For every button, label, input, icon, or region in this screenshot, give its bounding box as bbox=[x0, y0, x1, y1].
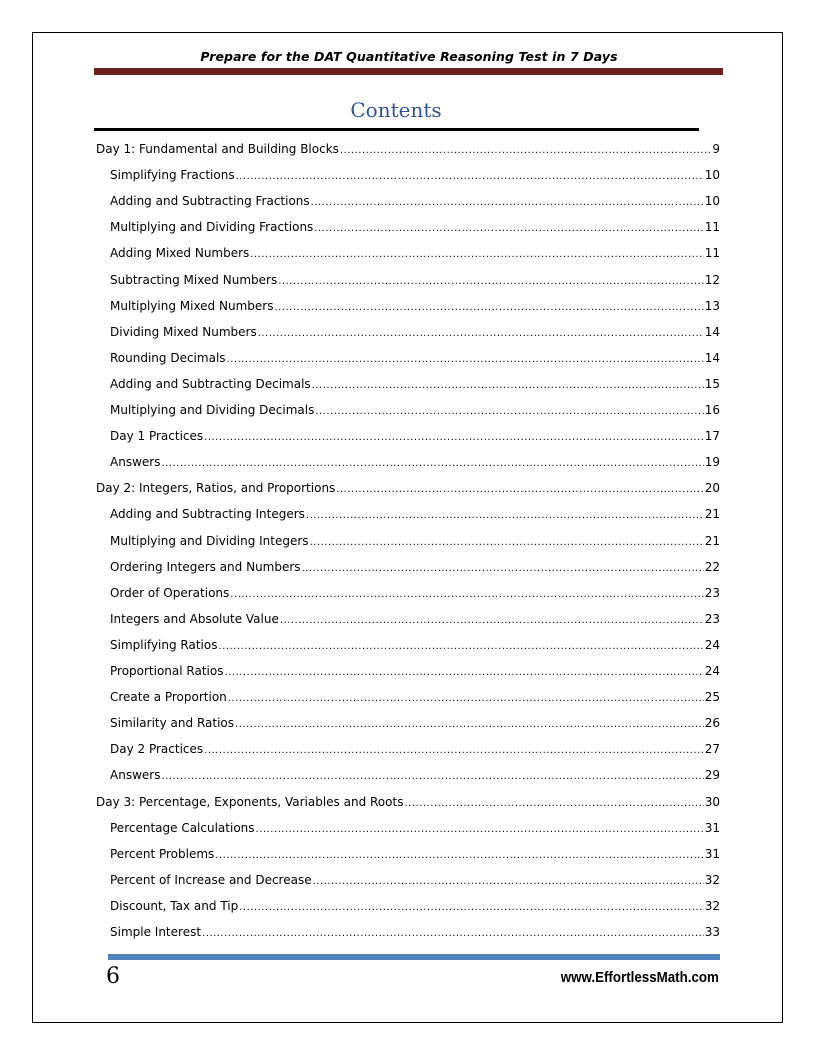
toc-dot-leader bbox=[311, 195, 704, 211]
toc-dot-leader bbox=[336, 482, 703, 498]
toc-entry-label: Integers and Absolute Value bbox=[110, 611, 279, 626]
toc-dot-leader bbox=[161, 769, 703, 785]
toc-entry-page: 13 bbox=[704, 298, 720, 313]
toc-entry-page: 15 bbox=[704, 376, 720, 391]
toc-entry-label: Discount, Tax and Tip bbox=[110, 898, 239, 913]
toc-entry-label: Order of Operations bbox=[110, 585, 230, 600]
toc-entry-label: Simplifying Fractions bbox=[110, 168, 235, 183]
toc-entry-page: 29 bbox=[704, 768, 720, 783]
toc-section-entry[interactable] bbox=[110, 715, 720, 731]
toc-dot-leader bbox=[202, 926, 704, 942]
running-header: Prepare for the DAT Quantitative Reasoning Test in 7 Days bbox=[200, 49, 618, 64]
toc-entry-label: Ordering Integers and Numbers bbox=[110, 559, 301, 574]
toc-entry-page: 30 bbox=[704, 794, 720, 809]
toc-entry-page: 21 bbox=[704, 507, 720, 522]
toc-section-entry[interactable] bbox=[110, 454, 720, 470]
toc-entry-page: 20 bbox=[704, 481, 720, 496]
toc-section-entry[interactable] bbox=[110, 272, 720, 288]
toc-section-entry[interactable] bbox=[110, 872, 720, 888]
toc-dot-leader bbox=[224, 665, 703, 681]
toc-dot-leader bbox=[235, 717, 704, 733]
toc-entry-page: 32 bbox=[704, 872, 720, 887]
toc-chapter-entry[interactable] bbox=[96, 480, 720, 496]
toc-section-entry[interactable] bbox=[110, 663, 720, 679]
toc-section-entry[interactable] bbox=[110, 350, 720, 366]
toc-entry-label: Dividing Mixed Numbers bbox=[110, 324, 257, 339]
toc-entry-page: 10 bbox=[704, 168, 720, 183]
contents-heading: Contents bbox=[350, 98, 442, 122]
toc-entry-page: 31 bbox=[704, 846, 720, 861]
toc-entry-label: Multiplying and Dividing Decimals bbox=[110, 403, 315, 417]
toc-entry-page: 23 bbox=[704, 611, 720, 626]
toc-dot-leader bbox=[340, 143, 711, 159]
toc-dot-leader bbox=[258, 326, 704, 342]
toc-section-entry[interactable] bbox=[110, 193, 720, 209]
toc-section-entry[interactable] bbox=[110, 219, 720, 235]
toc-dot-leader bbox=[236, 169, 704, 185]
toc-dot-leader bbox=[256, 822, 704, 838]
toc-section-entry[interactable] bbox=[110, 428, 720, 444]
toc-entry-label: Percent of Increase and Decrease bbox=[110, 872, 312, 887]
toc-entry-page: 32 bbox=[704, 898, 720, 913]
toc-entry-page: 11 bbox=[704, 246, 720, 261]
toc-chapter-entry[interactable] bbox=[96, 141, 720, 157]
toc-dot-leader bbox=[239, 900, 703, 916]
toc-entry-page: 25 bbox=[704, 690, 720, 705]
toc-section-entry[interactable] bbox=[110, 820, 720, 836]
toc-entry-page: 24 bbox=[704, 664, 720, 678]
toc-entry-label: Percentage Calculations bbox=[110, 820, 255, 835]
toc-section-entry[interactable] bbox=[110, 846, 720, 862]
toc-section-entry[interactable] bbox=[110, 559, 720, 575]
toc-dot-leader bbox=[218, 639, 703, 655]
footer-rule bbox=[108, 954, 720, 960]
toc-section-entry[interactable] bbox=[110, 689, 720, 705]
toc-entry-page: 14 bbox=[704, 350, 720, 365]
toc-dot-leader bbox=[227, 352, 704, 368]
toc-section-entry[interactable] bbox=[110, 506, 720, 522]
toc-entry-label: Adding Mixed Numbers bbox=[110, 246, 250, 261]
toc-dot-leader bbox=[404, 796, 703, 812]
toc-dot-leader bbox=[313, 874, 704, 890]
toc-entry-label: Similarity and Ratios bbox=[110, 716, 235, 731]
toc-section-entry[interactable] bbox=[110, 585, 720, 601]
toc-entry-page: 26 bbox=[704, 716, 720, 731]
toc-section-entry[interactable] bbox=[110, 637, 720, 653]
toc-entry-page: 19 bbox=[704, 455, 720, 470]
toc-section-entry[interactable] bbox=[110, 298, 720, 314]
toc-entry-label: Adding and Subtracting Decimals bbox=[110, 376, 311, 391]
toc-dot-leader bbox=[215, 848, 703, 864]
toc-entry-page: 16 bbox=[704, 403, 720, 417]
toc-dot-leader bbox=[278, 274, 704, 290]
toc-entry-label: Rounding Decimals bbox=[110, 350, 226, 365]
toc-dot-leader bbox=[204, 743, 704, 759]
toc-entry-label: Multiplying Mixed Numbers bbox=[110, 298, 274, 313]
toc-section-entry[interactable] bbox=[110, 324, 720, 340]
toc-section-entry[interactable] bbox=[110, 402, 720, 418]
toc-entry-label: Multiplying and Dividing Fractions bbox=[110, 220, 314, 235]
toc-dot-leader bbox=[274, 300, 703, 316]
toc-entry-label: Adding and Subtracting Integers bbox=[110, 507, 305, 522]
toc-entry-page: 24 bbox=[704, 637, 720, 652]
toc-entry-page: 27 bbox=[704, 742, 720, 757]
toc-entry-page: 22 bbox=[704, 559, 720, 574]
toc-dot-leader bbox=[250, 247, 703, 263]
toc-entry-label: Day 2: Integers, Ratios, and Proportions bbox=[96, 481, 336, 496]
toc-chapter-entry[interactable] bbox=[96, 794, 720, 810]
toc-section-entry[interactable] bbox=[110, 611, 720, 627]
toc-entry-page: 31 bbox=[704, 820, 720, 835]
toc-dot-leader bbox=[228, 691, 704, 707]
toc-entry-label: Simple Interest bbox=[110, 925, 202, 939]
toc-section-entry[interactable] bbox=[110, 767, 720, 783]
toc-dot-leader bbox=[204, 430, 704, 446]
toc-dot-leader bbox=[314, 221, 703, 237]
toc-entry-label: Multiplying and Dividing Integers bbox=[110, 533, 309, 548]
toc-entry-page: 23 bbox=[704, 585, 720, 600]
toc-entry-label: Answers bbox=[110, 768, 161, 783]
toc-entry-page: 21 bbox=[704, 533, 720, 548]
toc-entry-label: Adding and Subtracting Fractions bbox=[110, 194, 310, 209]
toc-dot-leader bbox=[312, 378, 704, 394]
toc-dot-leader bbox=[302, 561, 704, 577]
toc-entry-label: Simplifying Ratios bbox=[110, 637, 218, 652]
toc-entry-label: Subtracting Mixed Numbers bbox=[110, 272, 278, 287]
toc-entry-label: Answers bbox=[110, 455, 161, 470]
toc-dot-leader bbox=[315, 404, 703, 420]
toc-entry-label: Day 1 Practices bbox=[110, 429, 204, 444]
toc-entry-label: Day 1: Fundamental and Building Blocks bbox=[96, 142, 339, 156]
toc-entry-page: 10 bbox=[704, 194, 720, 209]
toc-entry-label: Create a Proportion bbox=[110, 690, 227, 705]
toc-section-entry[interactable] bbox=[110, 245, 720, 261]
page-number: 6 bbox=[106, 964, 120, 989]
toc-entry-page: 17 bbox=[704, 429, 720, 444]
toc-section-entry[interactable] bbox=[110, 924, 720, 940]
toc-entry-label: Day 2 Practices bbox=[110, 742, 204, 757]
toc-dot-leader bbox=[306, 508, 704, 524]
toc-section-entry[interactable] bbox=[110, 167, 720, 183]
toc-section-entry[interactable] bbox=[110, 741, 720, 757]
website-url: www.EffortlessMath.com bbox=[560, 970, 719, 986]
toc-entry-page: 33 bbox=[704, 925, 720, 939]
toc-section-entry[interactable] bbox=[110, 898, 720, 914]
toc-entry-page: 14 bbox=[704, 324, 720, 339]
toc-dot-leader bbox=[280, 613, 704, 629]
toc-dot-leader bbox=[161, 456, 703, 472]
toc-entry-label: Percent Problems bbox=[110, 846, 215, 861]
toc-entry-page: 12 bbox=[704, 272, 720, 287]
toc-entry-label: Proportional Ratios bbox=[110, 664, 224, 678]
toc-dot-leader bbox=[230, 587, 703, 603]
toc-section-entry[interactable] bbox=[110, 376, 720, 392]
toc-entry-page: 9 bbox=[712, 142, 720, 156]
toc-entry-page: 11 bbox=[704, 220, 720, 235]
toc-section-entry[interactable] bbox=[110, 533, 720, 549]
toc-dot-leader bbox=[310, 535, 704, 551]
toc-entry-label: Day 3: Percentage, Exponents, Variables and Roots bbox=[96, 794, 404, 809]
